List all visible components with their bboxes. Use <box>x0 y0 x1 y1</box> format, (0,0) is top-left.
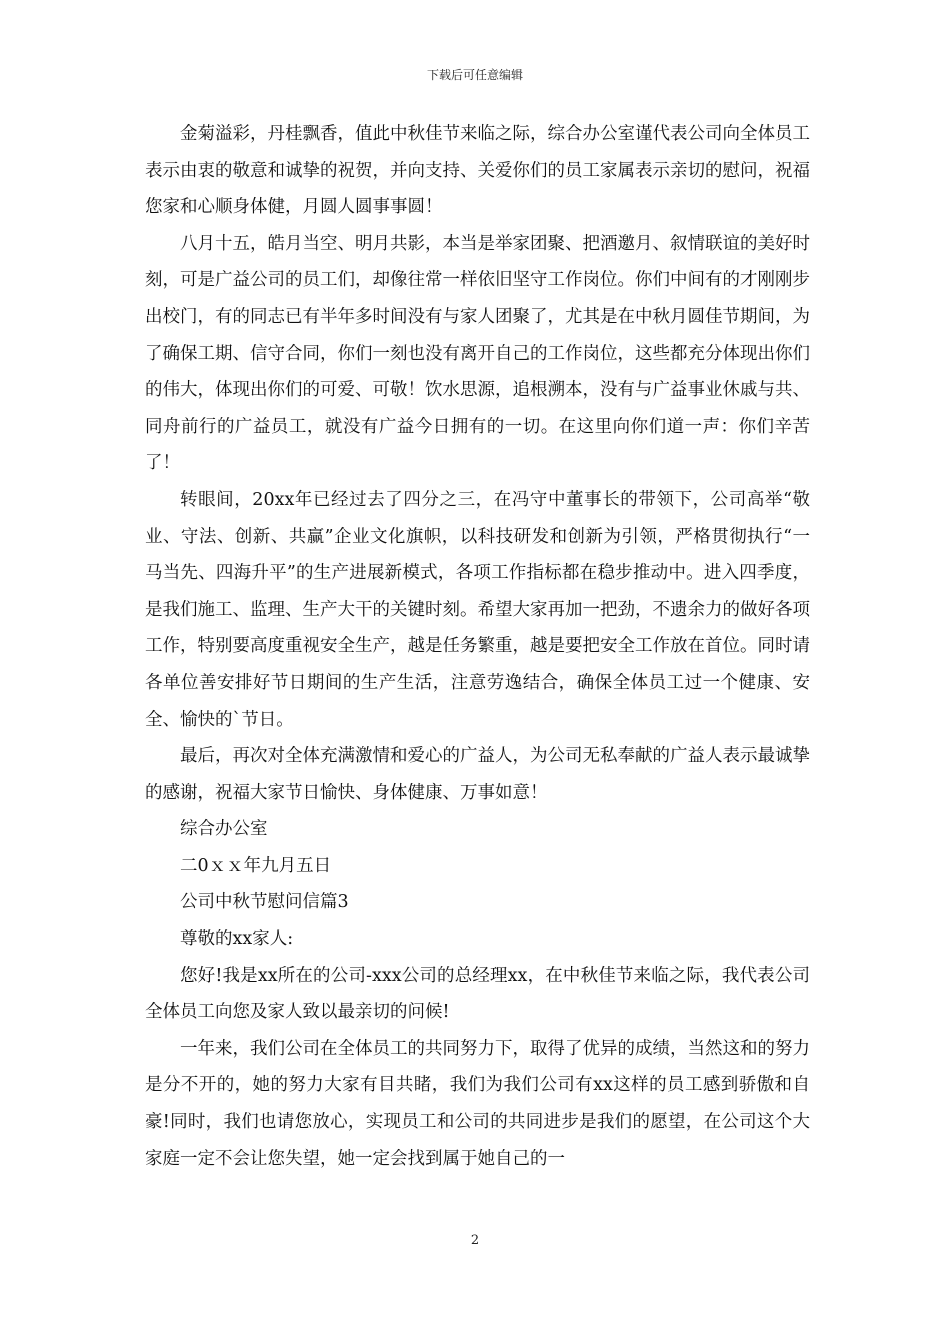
paragraph-achievements: 一年来，我们公司在全体员工的共同努力下，取得了优异的成绩，当然这和的努力是分不开的，她的努力大家有目共睹，我们为我们公司有xx这样的员工感到骄傲和自豪!同时，我们也请您放心，实现员工和公司的共同进步是我们的愿望，在公司这个大家庭一定不会让您失望，她一定会找到属于她自己的一 <box>145 1038 810 1169</box>
signature-office: 综合办公室 <box>180 819 268 840</box>
paragraph-progress: 转眼间，20xx年已经过去了四分之三，在冯守中董事长的带领下，公司高举“敬业、守法、创新、共赢”企业文化旗帜，以科技研发和创新为引领，严格贯彻执行“一马当先、四海升平”的生产进展新模式，各项工作指标都在稳步推动中。进入四季度，是我们施工、监理、生产大干的关键时刻。希望大家再加一把劲，不遗余力的做好各项工作，特别要高度重视安全生产，越是任务繁重，越是要把安全工作放在首位。同时请各单位善安排好节日期间的生产生活，注意劳逸结合，确保全体员工过一个健康、安全、愉快的`节日。 <box>145 489 810 730</box>
paragraph-mid-autumn: 八月十五，皓月当空、明月共影，本当是举家团聚、把酒邀月、叙情联谊的美好时刻，可是广益公司的员工们，却像往常一样依旧坚守工作岗位。你们中间有的才刚刚步出校门，有的同志已有半年多时间没有与家人团聚了，尤其是在中秋月圆佳节期间，为了确保工期、信守合同，你们一刻也没有离开自己的工作岗位，这些都充分体现出你们的伟大，体现出你们的可爱、可敬！饮水思源，追根溯本，没有与广益事业休戚与共、同舟前行的广益员工，就没有广益今日拥有的一切。在这里向你们道一声：你们辛苦了！ <box>145 233 810 474</box>
letter-salutation: 尊敬的xx家人: <box>180 929 294 950</box>
document-body <box>145 116 810 1177</box>
paragraph-greeting: 金菊溢彩，丹桂飘香，值此中秋佳节来临之际，综合办公室谨代表公司向全体员工表示由衷的敬意和诚挚的祝贺，并向支持、关爱你们的员工家属表示亲切的慰问，祝福您家和心顺身体健，月圆人圆事事圆！ <box>145 124 810 218</box>
page-header: 下载后可任意编辑 <box>426 68 523 82</box>
paragraph-introduction: 您好!我是xx所在的公司-xxx公司的总经理xx，在中秋佳节来临之际，我代表公司全体员工向您及家人致以最亲切的问候! <box>145 965 810 1023</box>
section-title: 公司中秋节慰问信篇3 <box>180 892 349 913</box>
signature-date: 二0ｘｘ年九月五日 <box>180 855 332 876</box>
page-number: 2 <box>470 1233 480 1248</box>
paragraph-closing: 最后，再次对全体充满激情和爱心的广益人，为公司无私奉献的广益人表示最诚挚的感谢，祝福大家节日愉快、身体健康、万事如意！ <box>145 746 810 803</box>
